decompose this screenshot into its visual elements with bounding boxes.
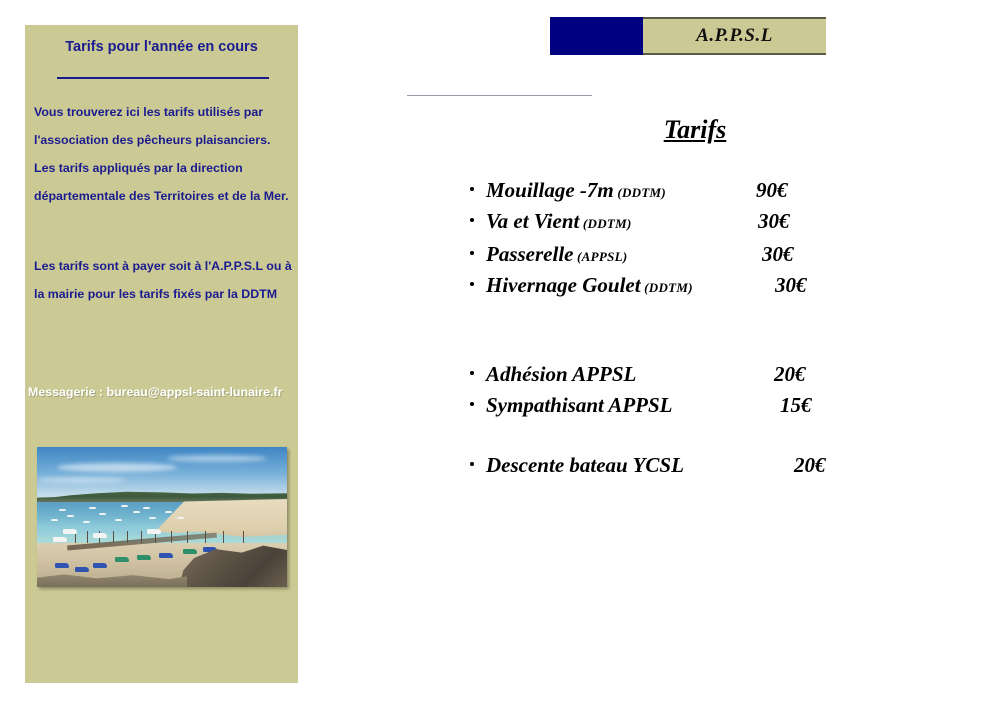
photo-boat bbox=[137, 555, 151, 560]
photo-post bbox=[141, 531, 142, 543]
photo-boat bbox=[63, 529, 77, 534]
photo-post bbox=[113, 531, 114, 543]
tarif-row bbox=[468, 270, 848, 300]
photo-boat bbox=[149, 517, 156, 519]
bullet-icon bbox=[470, 187, 474, 191]
photo-cloud bbox=[37, 477, 127, 483]
tarif-organisation: (APPSL) bbox=[573, 249, 628, 264]
photo-post bbox=[205, 531, 206, 543]
tarif-row bbox=[468, 206, 848, 236]
tarif-row bbox=[468, 239, 848, 269]
tarif-price: 30€ bbox=[758, 209, 790, 233]
bullet-icon bbox=[470, 251, 474, 255]
photo-boat bbox=[93, 533, 107, 538]
tarif-row bbox=[468, 175, 848, 205]
tarif-label bbox=[486, 390, 673, 423]
tarif-row bbox=[468, 359, 848, 389]
photo-boat bbox=[177, 517, 184, 519]
sidebar-paragraph-payment: Les tarifs sont à payer soit à l'A.P.P.S.L ou à la mairie pour les tarifs fixés par la DDTM bbox=[34, 259, 292, 301]
photo-boat bbox=[147, 529, 161, 534]
sidebar-paragraph-intro: Vous trouverez ici les tarifs utilisés par l'association des pêcheurs plaisanciers. Les tarifs appliqués par la direction départementale des Territoires et de la Mer. bbox=[34, 105, 289, 203]
photo-post bbox=[87, 531, 88, 543]
photo-boat bbox=[183, 549, 197, 554]
tarif-price: 15€ bbox=[780, 393, 812, 417]
photo-boat bbox=[83, 521, 90, 523]
tarif-price: 90€ bbox=[756, 178, 788, 202]
tarif-organisation: (DDTM) bbox=[579, 216, 632, 231]
tarif-price: 30€ bbox=[762, 242, 794, 266]
photo-boat bbox=[75, 567, 89, 572]
bullet-icon bbox=[470, 218, 474, 222]
tarif-name: Sympathisant APPSL bbox=[486, 393, 673, 417]
tarif-name: Mouillage -7m bbox=[486, 178, 614, 202]
photo-boat bbox=[165, 511, 172, 513]
photo-boat bbox=[133, 511, 140, 513]
tarif-label bbox=[486, 359, 636, 392]
photo-boat bbox=[159, 553, 173, 558]
tarif-row bbox=[468, 450, 848, 480]
content-divider bbox=[407, 95, 592, 96]
header-navy-block bbox=[550, 17, 643, 55]
photo-boat bbox=[59, 509, 66, 511]
sidebar-email-link[interactable]: Messagerie : bureau@appsl-saint-lunaire.fr bbox=[28, 385, 283, 399]
photo-boat bbox=[55, 563, 69, 568]
photo-boat bbox=[143, 507, 150, 509]
tarif-organisation: (DDTM) bbox=[613, 185, 667, 200]
tarif-label bbox=[486, 239, 628, 272]
tarif-price: 20€ bbox=[794, 453, 826, 477]
tarif-label bbox=[486, 175, 666, 208]
photo-post bbox=[127, 531, 128, 543]
tarif-label bbox=[486, 270, 693, 303]
photo-boat bbox=[51, 519, 58, 521]
bullet-icon bbox=[470, 371, 474, 375]
sidebar-title: Tarifs pour l'année en cours bbox=[65, 39, 258, 55]
photo-boat bbox=[67, 515, 74, 517]
site-title: A.P.P.S.L bbox=[696, 25, 773, 46]
sidebar-divider bbox=[57, 77, 269, 79]
bullet-icon bbox=[470, 282, 474, 286]
photo-boat bbox=[99, 513, 106, 515]
photo-boat bbox=[121, 505, 128, 507]
photo-boat bbox=[115, 557, 129, 562]
photo-post bbox=[223, 531, 224, 543]
page-header-band bbox=[550, 17, 826, 55]
photo-post bbox=[171, 531, 172, 543]
tarif-label bbox=[486, 206, 632, 239]
tarif-name: Adhésion APPSL bbox=[486, 362, 637, 386]
photo-post bbox=[187, 531, 188, 543]
photo-boat bbox=[115, 519, 122, 521]
tarif-name: Descente bateau YCSL bbox=[486, 453, 684, 477]
tarif-name: Passerelle bbox=[486, 242, 574, 266]
photo-boat bbox=[93, 563, 107, 568]
tarif-name: Va et Vient bbox=[486, 209, 580, 233]
tarif-row bbox=[468, 390, 848, 420]
photo-post bbox=[243, 531, 244, 543]
page-title: Tarifs bbox=[663, 115, 727, 144]
tarif-label bbox=[486, 450, 684, 483]
photo-boat bbox=[53, 537, 67, 542]
photo-cloud bbox=[57, 463, 177, 472]
bullet-icon bbox=[470, 462, 474, 466]
tarif-price: 20€ bbox=[774, 362, 806, 386]
tarif-organisation: (DDTM) bbox=[640, 280, 693, 295]
photo-cloud bbox=[167, 455, 267, 462]
tarif-name: Hivernage Goulet bbox=[486, 273, 641, 297]
beach-photo bbox=[37, 447, 287, 587]
bullet-icon bbox=[470, 402, 474, 406]
sidebar-panel bbox=[25, 25, 298, 683]
photo-boat bbox=[89, 507, 96, 509]
tarif-price: 30€ bbox=[775, 273, 807, 297]
